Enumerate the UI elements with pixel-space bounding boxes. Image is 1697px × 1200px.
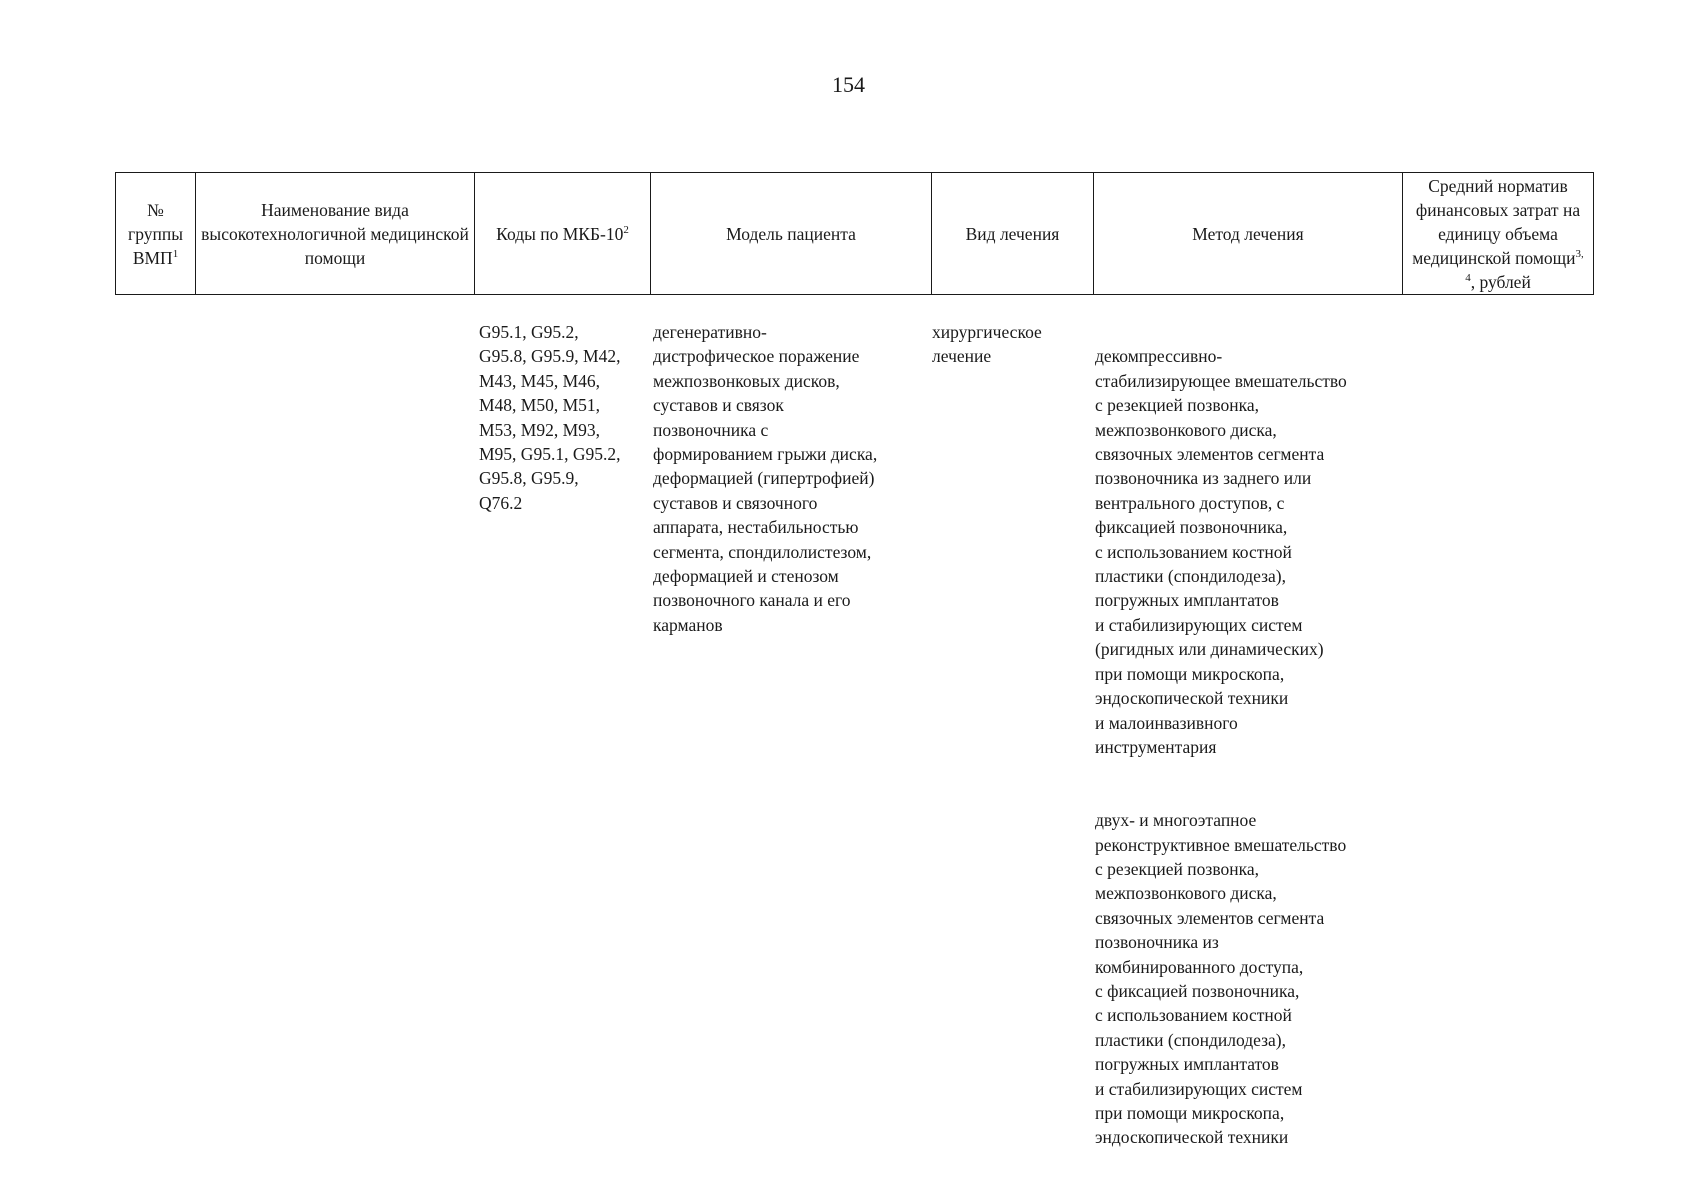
- cell-treatment-type: хирургическое лечение: [932, 322, 1042, 367]
- header-group-number: [116, 173, 196, 295]
- header-cost-standard-unit: , рублей: [1470, 271, 1531, 292]
- cell-patient-model: дегенеративно- дистрофическое поражение межпозвонковых дисков, суставов и связок позвоночника с формированием грыжи диска, деформацией (гипертрофией) суставов и связочного аппарата, нестабильностью сегмента, спондилолистезом, деформацией и стенозом позвоночного канала и его карманов: [653, 322, 878, 635]
- header-treatment-method-label: Метод лечения: [1192, 223, 1304, 244]
- header-care-type-name: [196, 173, 475, 295]
- header-icd-codes-label: Коды по МКБ-10: [496, 223, 624, 244]
- header-treatment-method: [1094, 173, 1403, 295]
- header-patient-model: [651, 173, 932, 295]
- footnote-ref: 3, 4: [1465, 247, 1584, 284]
- header-patient-model-label: Модель пациента: [726, 223, 856, 244]
- cell-icd-codes: G95.1, G95.2, G95.8, G95.9, M42, M43, M45, M46, M48, M50, M51, M53, M92, M93, M95, G95.1, G95.2, G95.8, G95.9, Q76.2: [479, 322, 621, 513]
- table-header: [115, 172, 1594, 295]
- header-group-number-label: № группы ВМП: [128, 199, 183, 268]
- header-treatment-type-label: Вид лечения: [965, 223, 1060, 244]
- header-treatment-type: [932, 173, 1094, 295]
- method-item: декомпрессивно- стабилизирующее вмешательство с резекцией позвонка, межпозвонкового диска, связочных элементов сегмента позвоночника из заднего или вентрального доступов, с фиксацией позвоночника, с использованием костной пластики (спондилодеза), погружных имплантатов и стабилизирующих систем (ригидных или динамических) при помощи микроскопа, эндоскопической техники и малоинвазивного инструментария: [1095, 346, 1347, 757]
- header-cost-standard: [1403, 173, 1594, 295]
- cell-treatment-method: [1095, 320, 1395, 1174]
- method-item: двух- и многоэтапное реконструктивное вмешательство с резекцией позвонка, межпозвонкового диска, связочных элементов сегмента позвоночника из комбинированного доступа, с фиксацией позвоночника, с использованием костной пластики (спондилодеза), погружных имплантатов и стабилизирующих систем при помощи микроскопа, эндоскопической техники: [1095, 810, 1347, 1148]
- page-number: 154: [832, 72, 865, 97]
- header-icd-codes: [475, 173, 651, 295]
- header-care-type-label: Наименование вида высокотехнологичной медицинской помощи: [201, 199, 469, 268]
- footnote-ref: 1: [172, 247, 179, 260]
- footnote-ref: 2: [623, 223, 629, 236]
- header-cost-standard-label: Средний норматив финансовых затрат на единицу объема медицинской помощи: [1412, 175, 1581, 268]
